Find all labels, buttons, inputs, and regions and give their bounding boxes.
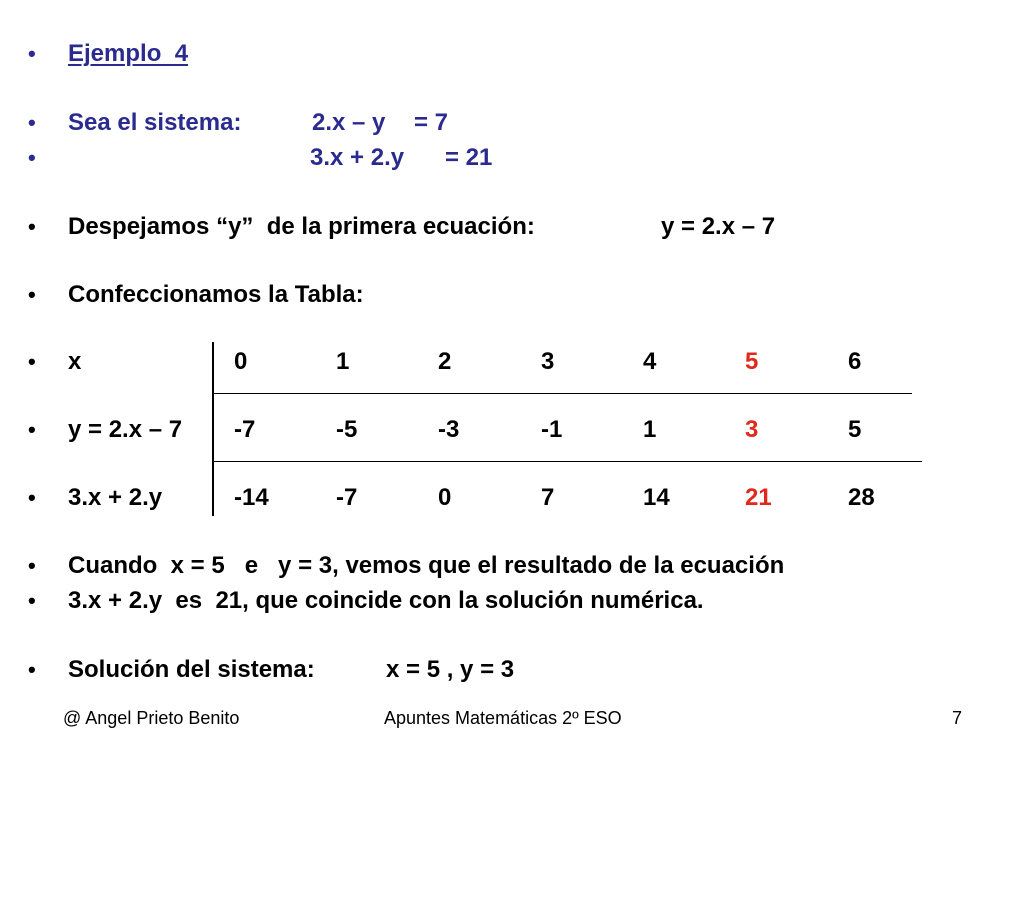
conclusion-line-1 bbox=[0, 546, 1024, 586]
table-cell: -7 bbox=[234, 416, 256, 443]
row-label: x bbox=[68, 348, 82, 375]
table-row-eq2 bbox=[0, 478, 1024, 518]
equation-1-rhs: = 7 bbox=[414, 109, 449, 136]
bullet-marker: • bbox=[28, 485, 36, 510]
table-row-x bbox=[0, 342, 1024, 382]
bullet-marker: • bbox=[28, 282, 36, 307]
table-cell: 6 bbox=[848, 348, 862, 375]
equation-2-rhs: = 21 bbox=[445, 144, 493, 171]
system-line-1 bbox=[0, 103, 1024, 143]
table-cell: 2 bbox=[438, 348, 452, 375]
despeje-line bbox=[0, 207, 1024, 247]
table-cell: 0 bbox=[438, 484, 452, 511]
row-label: y = 2.x – 7 bbox=[68, 416, 183, 443]
equation-1-lhs: 2.x – y bbox=[312, 109, 386, 136]
bullet-marker: • bbox=[28, 110, 36, 135]
bullet-marker: • bbox=[28, 553, 36, 578]
table-cell: 28 bbox=[848, 484, 875, 511]
equation-2-lhs: 3.x + 2.y bbox=[310, 144, 405, 171]
table-cell: 3 bbox=[541, 348, 555, 375]
conclusion-text-2: 3.x + 2.y es 21, que coincide con la solución numérica. bbox=[68, 587, 704, 614]
system-line-2 bbox=[0, 138, 1024, 178]
tabla-intro-line bbox=[0, 275, 1024, 315]
bullet-marker: • bbox=[28, 214, 36, 239]
solution-label: Solución del sistema: bbox=[68, 656, 315, 683]
bullet-marker: • bbox=[28, 41, 36, 66]
table-cell-highlight: 21 bbox=[745, 484, 772, 511]
table-cell: -5 bbox=[336, 416, 358, 443]
table-cell: -14 bbox=[234, 484, 269, 511]
table-cell: -1 bbox=[541, 416, 563, 443]
table-row-y bbox=[0, 410, 1024, 450]
table-cell: 1 bbox=[643, 416, 657, 443]
table-cell: -7 bbox=[336, 484, 358, 511]
table-cell: 7 bbox=[541, 484, 555, 511]
bullet-marker: • bbox=[28, 145, 36, 170]
tabla-intro-text: Confeccionamos la Tabla: bbox=[68, 281, 364, 308]
bullet-marker: • bbox=[28, 417, 36, 442]
conclusion-line-2 bbox=[0, 581, 1024, 621]
table-cell: 5 bbox=[848, 416, 862, 443]
row-label: 3.x + 2.y bbox=[68, 484, 163, 511]
bullet-marker: • bbox=[28, 349, 36, 374]
table-horizontal-divider bbox=[214, 461, 922, 462]
table-vertical-divider bbox=[212, 342, 214, 516]
slide-title: Ejemplo 4 bbox=[68, 40, 189, 67]
solution-value: x = 5 , y = 3 bbox=[386, 656, 515, 683]
conclusion-text-1: Cuando x = 5 e y = 3, vemos que el resultado de la ecuación bbox=[68, 552, 785, 579]
table-cell: 14 bbox=[643, 484, 670, 511]
table-cell: -3 bbox=[438, 416, 460, 443]
footer-author: @ Angel Prieto Benito bbox=[63, 708, 240, 728]
title-line bbox=[0, 34, 1024, 74]
footer-page-number: 7 bbox=[952, 708, 963, 728]
despeje-result: y = 2.x – 7 bbox=[661, 213, 776, 240]
despeje-text: Despejamos “y” de la primera ecuación: bbox=[68, 213, 535, 240]
footer-course: Apuntes Matemáticas 2º ESO bbox=[384, 708, 622, 728]
table-cell: 0 bbox=[234, 348, 248, 375]
table-cell: 4 bbox=[643, 348, 657, 375]
table-cell: 1 bbox=[336, 348, 350, 375]
solution-line bbox=[0, 650, 1024, 690]
bullet-marker: • bbox=[28, 657, 36, 682]
system-label: Sea el sistema: bbox=[68, 109, 242, 136]
table-cell-highlight: 3 bbox=[745, 416, 759, 443]
table-cell-highlight: 5 bbox=[745, 348, 759, 375]
table-horizontal-divider bbox=[214, 393, 912, 394]
bullet-marker: • bbox=[28, 588, 36, 613]
